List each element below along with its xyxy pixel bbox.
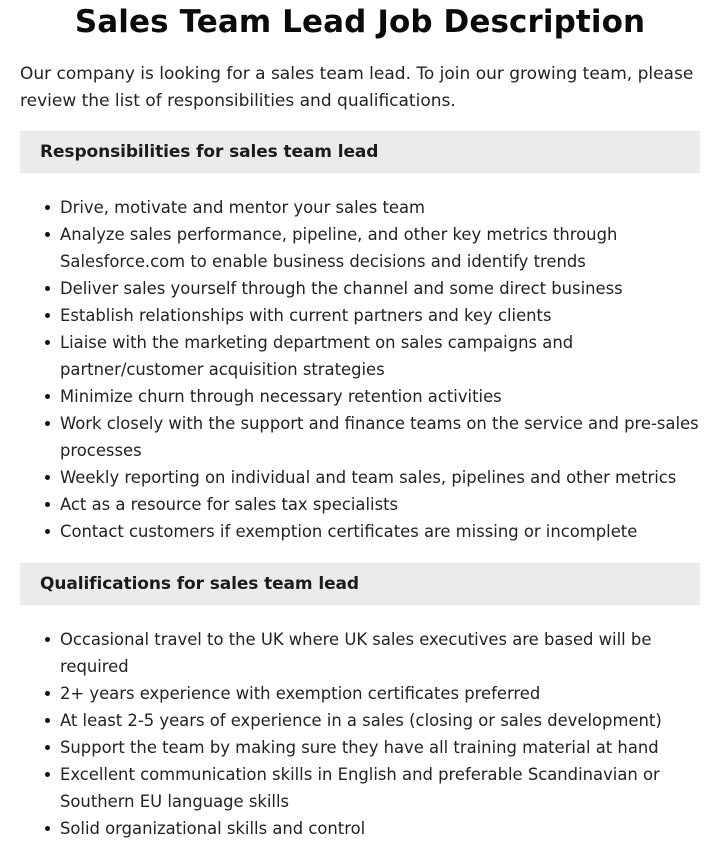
list-item: Drive, motivate and mentor your sales team [60, 194, 700, 221]
intro-paragraph: Our company is looking for a sales team lead. To join our growing team, please review the list of responsibilities and qualifications. [20, 64, 694, 111]
list-item: Weekly reporting on individual and team sales, pipelines and other metrics [60, 464, 700, 491]
list-item: Establish relationships with current partners and key clients [60, 302, 700, 329]
list-item: Act as a resource for sales tax specialists [60, 491, 700, 518]
qualifications-list [20, 626, 700, 842]
list-item: Occasional travel to the UK where UK sales executives are based will be required [60, 626, 700, 680]
list-item: Analyze sales performance, pipeline, and other key metrics through Salesforce.com to enable business decisions and identify trends [60, 221, 700, 275]
page-title: Sales Team Lead Job Description [74, 4, 646, 40]
list-item: At least 2-5 years of experience in a sales (closing or sales development) [60, 707, 700, 734]
list-item: Excellent communication skills in English and preferable Scandinavian or Southern EU language skills [60, 761, 700, 815]
list-item: Liaise with the marketing department on sales campaigns and partner/customer acquisition strategies [60, 329, 700, 383]
responsibilities-heading: Responsibilities for sales team lead [20, 131, 700, 173]
qualifications-heading: Qualifications for sales team lead [20, 563, 700, 605]
list-item: 2+ years experience with exemption certificates preferred [60, 680, 700, 707]
list-item: Support the team by making sure they have all training material at hand [60, 734, 700, 761]
responsibilities-list [20, 194, 700, 545]
list-item: Solid organizational skills and control [60, 815, 700, 842]
list-item: Contact customers if exemption certificates are missing or incomplete [60, 518, 700, 545]
list-item: Deliver sales yourself through the channel and some direct business [60, 275, 700, 302]
list-item: Work closely with the support and finance teams on the service and pre-sales processes [60, 410, 700, 464]
list-item: Minimize churn through necessary retention activities [60, 383, 700, 410]
